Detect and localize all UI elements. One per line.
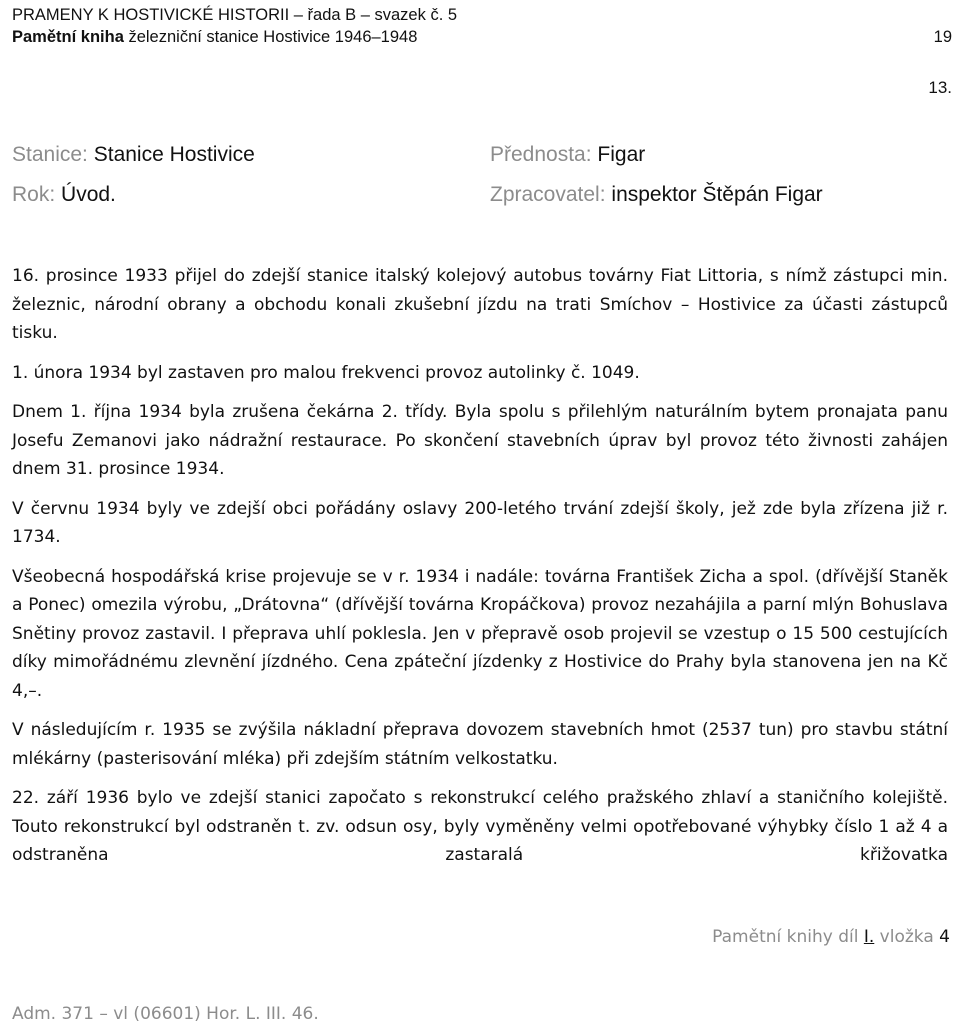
page-number: 19	[933, 28, 952, 46]
sheet-number: 13.	[928, 78, 952, 97]
title-row	[12, 26, 952, 48]
station-label: Stanice:	[12, 143, 88, 166]
year-value: Úvod.	[55, 183, 116, 206]
document-header	[12, 4, 952, 48]
paragraph-waiting-room: Dnem 1. října 1934 byla zrušena čekárna 2. třídy. Byla spolu s přilehlým naturálním bytem pronajata panu Josefu Zemanovi jako nádražní restaurace. Po skončení stavebních úprav byl provoz této živnosti zahájen dnem 31. prosince 1934.	[12, 402, 948, 479]
year-label: Rok:	[12, 183, 56, 206]
book-title-bold: Pamětní kniha	[12, 28, 124, 46]
year-field	[12, 182, 116, 208]
volume-part: I.	[863, 927, 875, 947]
paragraph-fiat-littoria: 16. prosince 1933 přijel do zdejší stanice italský kolejový autobus továrny Fiat Littoria, s nímž zástupci min. železnic, národní obrany a obchodu konali zkušební jízdu na trati Smíchov – Hostivice za účasti zástupců tisku.	[12, 266, 948, 343]
head-value: Figar	[591, 143, 646, 166]
volume-label: Pamětní knihy díl	[712, 927, 864, 947]
insert-number: 4	[939, 927, 950, 947]
paragraph-freight-1935: V následujícím r. 1935 se zvýšila nákladní přeprava dovozem stavebních hmot (2537 tun) pro stavbu státní mlékárny (pasterisování mléka) při zdejším státním velkostatku.	[12, 720, 948, 769]
head-label: Přednosta:	[490, 143, 592, 166]
processor-field	[490, 182, 823, 208]
processor-label: Zpracovatel:	[490, 183, 606, 206]
station-field	[12, 142, 255, 168]
series-line: PRAMENY K HOSTIVICKÉ HISTORII – řada B – svazek č. 5	[12, 6, 458, 24]
paragraph-reconstruction: 22. září 1936 bylo ve zdejší stanici započato s rekonstrukcí celého pražského zhlaví a staničního kolejiště. Touto rekonstrukcí byl odstraněn t. zv. odsun osy, byly vyměněny velmi opotřebované výhybky číslo 1 až 4 a odstraněna zastaralá křižovatka	[12, 788, 948, 865]
station-value: Stanice Hostivice	[87, 143, 255, 166]
chronicle-text	[12, 262, 948, 870]
form-code: Adm. 371 – vl (06601) Hor. L. III. 46.	[12, 1004, 319, 1024]
book-title-rest: železniční stanice Hostivice 1946–1948	[123, 28, 418, 46]
head-field	[490, 142, 645, 168]
volume-reference	[712, 927, 950, 947]
paragraph-school-celebration: V červnu 1934 byly ve zdejší obci pořádány oslavy 200-letého trvání zdejší školy, jež zde byla zřízena již r. 1734.	[12, 498, 948, 547]
insert-label: vložka	[874, 927, 940, 947]
paragraph-economic-crisis: Všeobecná hospodářská krise projevuje se v r. 1934 i nadále: továrna František Zicha a spol. (dřívější Staněk a Ponec) omezila výrobu, „Drátovna“ (dřívější továrna Kropáčkova) provoz nezahájila a parní mlýn Bohuslava Snětiny provoz zastavil. I přeprava uhlí poklesla. Jen v přepravě osob projevil se vzestup o 15 500 cestujících díky mimořádnému zlevnění jízdného. Cena zpáteční jízdenky z Hostivice do Prahy byla stanovena jen na Kč 4,–.	[12, 566, 948, 701]
book-title	[12, 26, 417, 48]
processor-value: inspektor Štěpán Figar	[605, 183, 823, 206]
paragraph-bus-line: 1. února 1934 byl zastaven pro malou frekvenci provoz autolinky č. 1049.	[12, 362, 640, 383]
